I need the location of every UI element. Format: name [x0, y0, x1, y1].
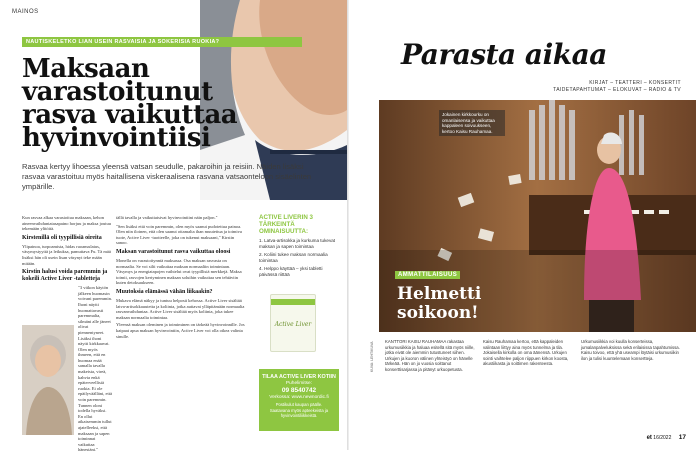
page-folio	[647, 434, 686, 441]
body-paragraph: Ylipainoa, turpoamista, hidas ruoansulatus, väsymystyyttä ja leikuksa, pamuttava Fu. Tä mää lisäksi hän oli usein lisan väsynyt teke mään mitään.	[22, 243, 111, 266]
testimonial-paragraph: "3 viikon käytön jälkeen huomasin voivani paremmin. Ihoni näytti huomattavasti paremmalta, silmäni alle jäneet olivat piennentyneet. Lisäksi ihoni näytti kirkkaavat. Olen myös ihmeen, että en huomaa enää samalla tavalla makeista, vireä, kahvia enkä epäterveellisiä ruokia. Ei ole epäilyväälläni, että voin paremmin. Tunnen oloni todella hyväksi. En ollut aikaisemmin tullut ajatelleeksi, että maksaan ja sapen toiminnat vaikuttaa hänestäni."	[78, 285, 112, 453]
article-headline: Helmetti soikoon!	[397, 284, 482, 323]
subheading: Maksan varastoitunut rasva vaikuttaa oloosi	[116, 248, 231, 255]
article-column-3: Urkumusiikkia voi kuulla konserteissa, jumalanpalveluksissa sekä erilaisissa tapahtumissa. Kaisu toivoo, että yhä useampi löytäisi urkumusiikin ilon ja tulisi kuuntelemaan konsertteja.	[581, 339, 680, 361]
benefits-sidebar	[259, 214, 339, 281]
left-page-advertorial	[0, 0, 347, 453]
order-phone[interactable]: 09 8540742	[281, 386, 317, 394]
photo-caption: Jokainen kirkkourku on omanlaisensa ja vaikuttaa kappaleen soivuukseen, kertoo Kaisu Rauhamaa.	[439, 110, 505, 136]
lead-paragraph: Rasvaa kertyy lihoessa yleensä vatsan seudulle, pakaroihin ja reisiin. Näiden lisäksi rasvaa varastoituu myös haitallisena viskeraalisena rasvana vatsaonteloon sisäelinten ympärille.	[22, 162, 312, 191]
sidebar-title: ACTIVE LIVERIN 3 TÄRKEINTÄ OMINAISUUTTA:	[259, 214, 313, 235]
list-item: 1. Latva-artisokka ja kurkuma tukevat maksan ja sapen toimintaa	[259, 238, 336, 249]
right-page-culture	[349, 0, 696, 450]
article-column-2: Kaisu Rauhamaa kertoo, että kappaleiden valintaan liittyy aina myös tunnelma ja tila. Jokaisella kirkolla on oma äänensä. Urkujen sointi vaihtelee paljon riippuen kirkon koosta, akustiikasta ja soittimen rakenteesta.	[483, 339, 569, 366]
product-package	[262, 290, 328, 364]
order-note: Postikulut kaupan päälle.	[275, 401, 323, 407]
product-name: Active Liver	[274, 321, 312, 328]
body-column-2	[116, 215, 246, 420]
intro-paragraph: Kun rasvaa alkaa varastoitua maksaan, kehon aineenvaihduntatasapaino horjuu ja maksa joutuu tekemään ylitöitä.	[22, 215, 111, 232]
section-label: MAINOS	[12, 9, 39, 15]
subheading: Muutoksia elämässä vähän liikaakin?	[116, 288, 213, 295]
list-item: 2. Koliini tukee maksan normaalia toimintaa	[259, 252, 328, 263]
body-paragraph: "Sen lisäksi että voin paremmin, olen myös saanut pudotettua painoa. Olen niin iloinen, että olen saanut ottamalta ihan muutettua ja toimiva tuote, Active Liver -tuotteelle, joka on tukenut maksaani," Kirstin sanoo.	[116, 223, 242, 246]
order-box	[259, 369, 339, 431]
body-paragraph: Monella on varastoitynntä maksassa. Osa maksan rasvasta on normaalia. Se voi silti vaikuttaa maksan normaaliin toimintaan. Väsymys ja energiatapojen vaihtelut ovat tyypillisiä merkkejä. Maksa toimii, rasvojen kertyminen maksan soluihin vaikuttaa sen tehtäviin kuten detoksaukseen.	[116, 257, 242, 286]
list-item: 4. Helppo käyttää – yksi tabletti päivässä riittää	[259, 266, 323, 277]
order-web[interactable]: Verkossa: www.newnordic.fi	[269, 394, 329, 400]
body-paragraph: Mukava elämä näkyy ja tuntuu helposti kehossa. Active Liver sisältää latva-artisokkauutetta ja koliinia, jotka auttavat ylläpitämään normaalia rasvanvaihduntaa. Active Liver sisältää myös koliinia, joka tukee maksan normaalia toimintaa.	[116, 297, 245, 320]
article-tag: AMMATTILAISUUS	[395, 271, 460, 279]
page-number: 17	[678, 434, 686, 441]
order-phone-label: Puhelimitse:	[285, 380, 313, 386]
order-extra: Saatavana myös apteekeista ja hyvinvointiliikkeistä.	[269, 407, 329, 418]
section-subtitle: KIRJAT – TEATTERI – KONSERTIT TAIDETAPAHTUMAT – ELOKUVAT – RADIO & TV	[553, 80, 681, 93]
testimonial-photo	[22, 325, 74, 435]
photo-credit: KUVA: LEHTIKUVA	[370, 341, 374, 372]
subheading: Kirstin halusi voida paremmin ja kokeili Active Liver -tabletteja	[22, 269, 108, 283]
subheading: Kirstenillä oli tyypillisiä oireita	[22, 234, 102, 241]
section-title: Parasta aikaa	[401, 38, 607, 71]
magazine-logo: et	[646, 435, 652, 441]
body-paragraph: tällä tavalla ja vaikuttaisivat hyvinvointiini näin paljon."	[116, 215, 218, 220]
article-column-1: KANTTORI KAISU RAUHAMAA rakastaa urkumusiikkia ja haluaa esitellä sitä myös niille, jotka eivät ole aiemmin tutustuneet siihen. Urkujen ja kuoron välinen yhteistyö on hänelle tärkeää. Hän on jo vuosia soittanut konserttisarjassa ja pitänyt urkuopetusta.	[385, 339, 475, 372]
product-box	[270, 294, 316, 352]
headline: Maksaan varastoitunut rasva vaikuttaa hyvinvointiisi	[22, 54, 238, 153]
kicker-banner: NAUTISKELETKO LIAN USEIN RASVAISIA JA SOKERISIA RUOKIA?	[22, 37, 302, 47]
order-title: TILAA ACTIVE LIVER KOTIIN	[262, 374, 336, 380]
body-paragraph: Yleensä maksan oleminen ja toimiminen on tärkeää hyvinvoinnille. Jos kaipaat apua maksan hyvinvointiin, Active Liver voi olla oikea valinta sinulle.	[116, 322, 245, 339]
issue-number: 16/2022	[653, 435, 672, 441]
benefits-list	[259, 238, 339, 278]
